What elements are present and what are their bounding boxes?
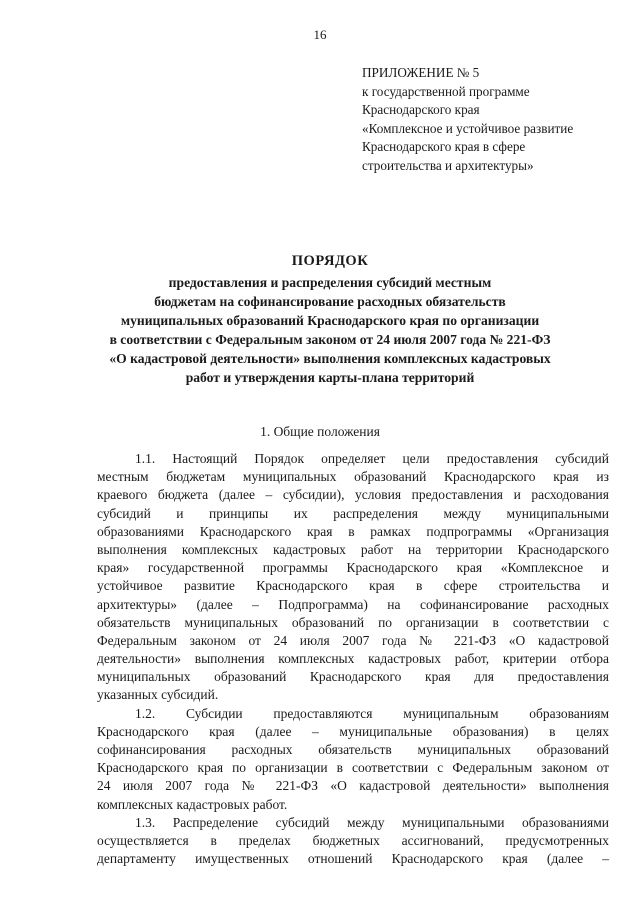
document-title: ПОРЯДОК bbox=[291, 253, 369, 269]
title-line: предоставления и распределения субсидий местным bbox=[168, 275, 492, 290]
title-line: бюджетам на софинансирование расходных обязательств bbox=[154, 293, 506, 309]
paragraph-line: обязательств муниципальных образований по организации в соответствии с bbox=[97, 614, 609, 630]
document-title-block bbox=[70, 250, 590, 387]
paragraph-line: софинансирования расходных обязательств муниципальных образований bbox=[97, 742, 609, 757]
paragraph-line: Краснодарского края (далее – муниципальные образования) в целях bbox=[97, 723, 609, 739]
paragraph-line: Краснодарского края по организации в соответствии с Федеральным законом от bbox=[97, 760, 609, 776]
section-heading: 1. Общие положения bbox=[260, 424, 380, 439]
title-line: работ и утверждения карты-плана территорий bbox=[185, 369, 475, 385]
paragraph-line: муниципальных образований Краснодарского края для предоставления bbox=[97, 669, 609, 685]
appendix-line: «Комплексное и устойчивое развитие bbox=[362, 120, 574, 136]
paragraph-line: устойчивое развитие Краснодарского края в сфере строительства и bbox=[97, 578, 609, 594]
paragraph-line: 1.3. Распределение субсидий между муниципальными образованиями bbox=[135, 814, 609, 830]
appendix-line: ПРИЛОЖЕНИЕ № 5 bbox=[362, 65, 480, 80]
paragraph-line: края» государственной программы Краснодарского края «Комплексное и bbox=[97, 560, 609, 576]
page-number: 16 bbox=[313, 27, 327, 42]
paragraph-line: 1.2. Субсидии предоставляются муниципальным образованиям bbox=[135, 705, 609, 721]
appendix-line: Краснодарского края в сфере bbox=[362, 139, 526, 155]
paragraph-line: 1.1. Настоящий Порядок определяет цели предоставления субсидий bbox=[135, 451, 609, 466]
appendix-line: Краснодарского края bbox=[362, 102, 480, 118]
appendix-block bbox=[362, 64, 622, 176]
appendix-line: строительства и архитектуры» bbox=[362, 157, 534, 173]
title-line: «О кадастровой деятельности» выполнения комплексных кадастровых bbox=[109, 350, 551, 366]
body-text bbox=[97, 450, 609, 868]
appendix-line: к государственной программе bbox=[362, 83, 530, 99]
paragraph-line: деятельности» выполнения комплексных кадастровых работ, критерии отбора bbox=[97, 651, 609, 667]
paragraph-line: краевого бюджета (далее – субсидии), условия предоставления и расходования bbox=[97, 487, 609, 503]
paragraph-line: Федеральным законом от 24 июля 2007 года № 221-ФЗ «О кадастровой bbox=[97, 632, 609, 648]
title-line: в соответствии с Федеральным законом от 24 июля 2007 года № 221-ФЗ bbox=[109, 331, 551, 347]
paragraph-line: департаменту имущественных отношений Краснодарского края (далее – bbox=[97, 851, 609, 867]
paragraph-line: субсидий и принципы их распределения между муниципальными bbox=[97, 505, 609, 521]
paragraph-line: выполнения комплексных кадастровых работ на территории Краснодарского bbox=[97, 541, 609, 557]
paragraph-line: осуществляется в пределах бюджетных ассигнований, предусмотренных bbox=[97, 832, 609, 848]
title-line: муниципальных образований Краснодарского края по организации bbox=[120, 312, 540, 328]
paragraph-line: 24 июля 2007 года № 221-ФЗ «О кадастровой деятельности» выполнения bbox=[97, 778, 609, 794]
paragraph-line: образованиями Краснодарского края в рамках подпрограммы «Организация bbox=[97, 523, 609, 539]
paragraph-line: комплексных кадастровых работ. bbox=[97, 796, 288, 812]
paragraph-line: местным бюджетам муниципальных образований Краснодарского края из bbox=[97, 469, 609, 485]
paragraph-line: архитектуры» (далее – Подпрограмма) на софинансирование расходных bbox=[97, 596, 609, 612]
paragraph-line: указанных субсидий. bbox=[97, 687, 219, 703]
